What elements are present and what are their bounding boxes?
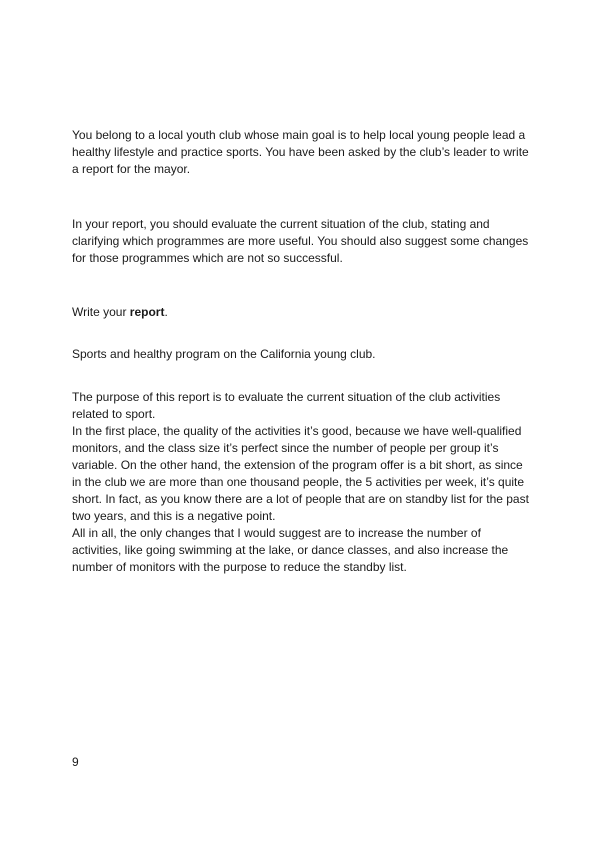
write-bold-word: report: [129, 305, 165, 319]
write-instruction: [72, 304, 532, 321]
write-suffix: .: [164, 305, 168, 319]
essay-paragraph-evaluation: In the first place, the quality of the activities it’s good, because we have well-qualified monitors, and the class size it’s perfect since the number of people per group it’s variable. On the other hand, the extension of the program offer is a bit short, as since in the club we are more than one thousand people, the 5 activities per week, it’s quite short. In fact, as you know there are a lot of people that are on standby list for the past two years, and this is a negative point.: [72, 424, 529, 523]
essay-paragraph-conclusion: All in all, the only changes that I would suggest are to increase the number of activities, like going swimming at the lake, or dance classes, and also increase the number of monitors with the purpose to reduce the standby list.: [72, 526, 509, 574]
task-intro-paragraph: You belong to a local youth club whose main goal is to help local young people lead a healthy lifestyle and practice sports. You have been asked by the club’s leader to write a report for the mayor.: [72, 128, 529, 176]
task-instructions-paragraph: In your report, you should evaluate the current situation of the club, stating and clarifying which programmes are more useful. You should also suggest some changes for those programmes which are not so successful.: [72, 217, 529, 265]
essay-title: Sports and healthy program on the California young club.: [72, 347, 376, 361]
page-number: 9: [72, 755, 79, 769]
write-prefix: Write your: [72, 305, 130, 319]
essay-body: [72, 389, 532, 576]
essay-paragraph-purpose: The purpose of this report is to evaluate the current situation of the club activities related to sport.: [72, 390, 501, 421]
